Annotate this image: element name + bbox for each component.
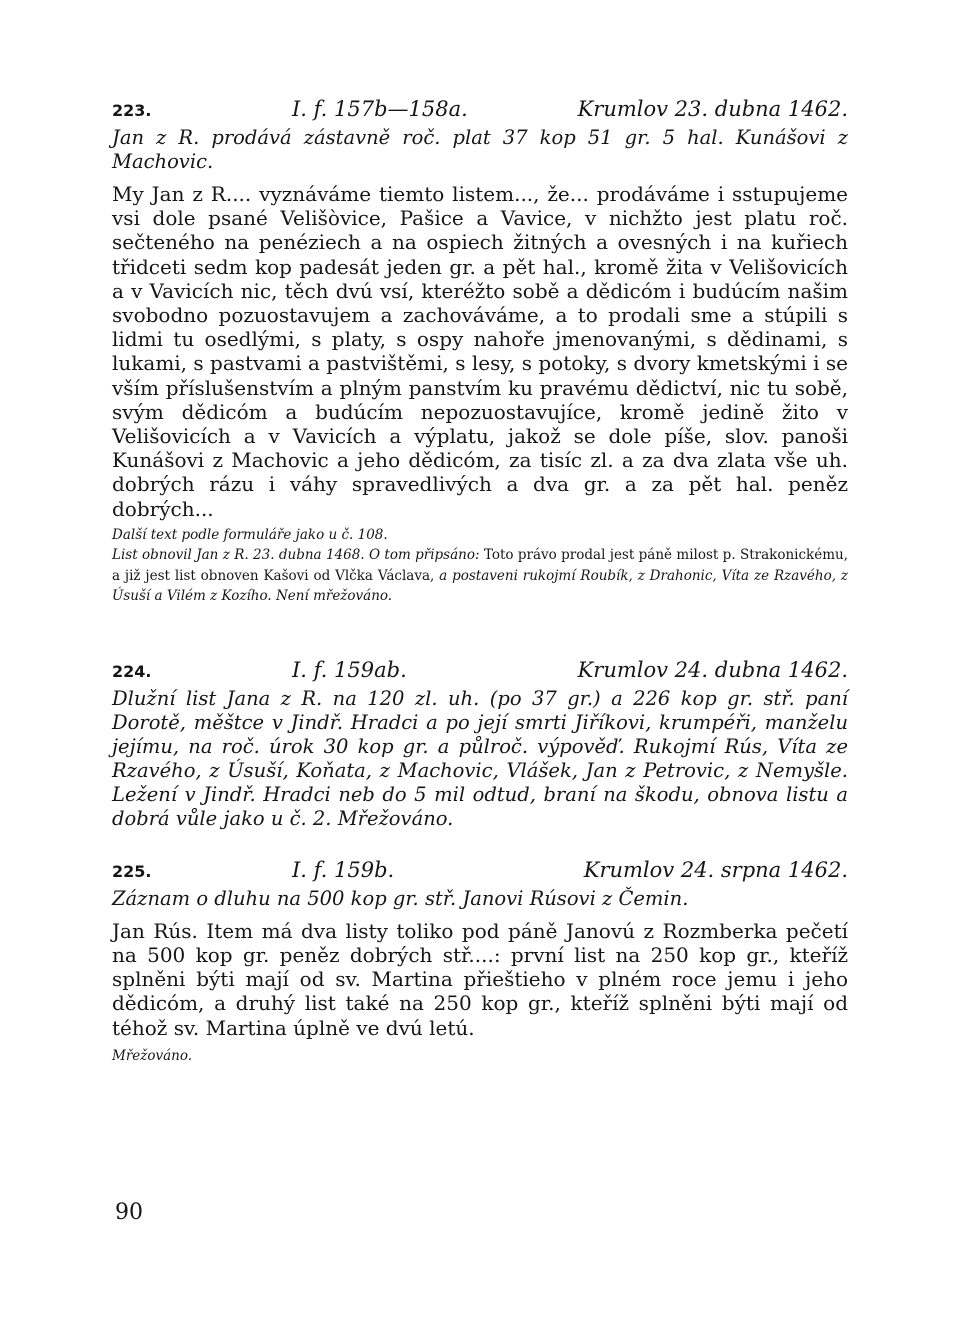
- folio-reference: I. f. 159ab.: [292, 657, 407, 682]
- entry-note: Mřežováno.: [112, 1047, 193, 1064]
- entry-number: 224.: [112, 661, 152, 681]
- entry-header: [112, 857, 848, 885]
- page-content: [112, 96, 848, 1064]
- note-part-roman: Toto právo prodal jest páně milost p. Strakonickému, a již jest list obnoven Kašovi od Vlčka Václava,: [112, 547, 848, 584]
- entry-date: Krumlov 24. dubna 1462.: [577, 657, 848, 682]
- entry-header: [112, 657, 848, 685]
- entry-regest: Záznam o dluhu na 500 kop gr. stř. Janovi Rúsovi z Čemin.: [112, 886, 689, 910]
- entry-223: [112, 96, 848, 607]
- entry-note: [112, 525, 848, 546]
- note-text: Další text podle formuláře jako u č. 108.: [112, 526, 388, 543]
- folio-reference: I. f. 157b—158a.: [292, 97, 468, 121]
- entry-224: [112, 657, 848, 831]
- entry-regest: Dlužní list Jana z R. na 120 zl. uh. (po 37 gr.) a 226 kop gr. stř. paní Dorotě, měštce v Jindř. Hradci a po její smrti Jiříkovi, krumpéři, manželu jejímu, na roč. úrok 30 kop gr. a půlroč. výpověď. Rukojmí Rús, Víta ze Rzavého, z Úsuší, Koňata, z Machovic, Vlášek, Jan z Petrovic, z Nemyšle. Ležení v Jindř. Hradci neb do 5 mil odtud, braní na škodu, obnova listu a dobrá vůle jako u č. 2. Mřežováno.: [112, 686, 848, 830]
- note-part-italic: List obnovil Jan z R. 23. dubna 1468. O tom připsáno:: [112, 547, 480, 564]
- note-part-italic-2: a postaveni rukojmí Roubík, z Drahonic, Víta ze Rzavého, z Úsuší a Vilém z Kozího. Není mřežováno.: [112, 567, 848, 605]
- entry-number: 223.: [112, 101, 152, 120]
- entry-text: Jan Rús. Item má dva listy toliko pod páně Janovú z Rozmberka pečetí na 500 kop gr. peněz dobrých stř....: první list na 250 kop gr., kteříž splněni býti mají od sv. Martina přieštieho v plném roce jemu i jeho dědicóm, a druhý list také na 250 kop gr., kteříž splněni býti mají od téhož sv. Martina úplně ve dvú letú.: [112, 918, 848, 1040]
- entry-note-2: [112, 545, 848, 607]
- entry-225: [112, 857, 848, 1064]
- entry-text: My Jan z R.... vyznáváme tiemto listem..., že... prodáváme i sstupujeme vsi dole psané Velišòvice, Pašice a Vavice, v nichžto jest platu roč. sečteného na penéziech a na ospiech žitných a ovesných i na kuřiech třidceti sedm kop padesát jeden gr. a pět hal., kromě žita v Velišovicích a v Vavicích nic, těch dvú vsí, kteréžto sobě a dědicóm i budúcím našim svobodno pozuostavujem a zachováváme, a to prodali sme a stúpili s lidmi tu osedlými, s platy, s ospy nahoře jmenovanými, s dědinami, s lukami, s pastvami a pastvištěmi, s lesy, s potoky, s dvory kmetskými i se vším příslušenstvím a plným panstvím ku pravému dědictví, nic tu sobě, svým dědicóm a budúcím nepozuostavujíce, kromě jedině žito v Velišovicích a v Vavicích a výplatu, jakož se dole píše, slov. panoši Kunášovi z Machovic a jeho dědicóm, za tisíc zl. a za dva zlata vše uh. dobrých rázu i váhy spravedlivých a dva gr. a za pět hal. peněz dobrých...: [112, 182, 848, 521]
- entry-number: 225.: [112, 861, 152, 881]
- folio-reference: I. f. 159b.: [292, 857, 395, 882]
- entry-date: Krumlov 24. srpna 1462.: [583, 857, 848, 882]
- entry-date: Krumlov 23. dubna 1462.: [577, 97, 848, 121]
- entry-regest: Jan z R. prodává zástavně roč. plat 37 kop 51 gr. 5 hal. Kunášovi z Machovic.: [112, 126, 848, 173]
- page-number: 90: [115, 1200, 143, 1225]
- entry-header: [112, 96, 848, 124]
